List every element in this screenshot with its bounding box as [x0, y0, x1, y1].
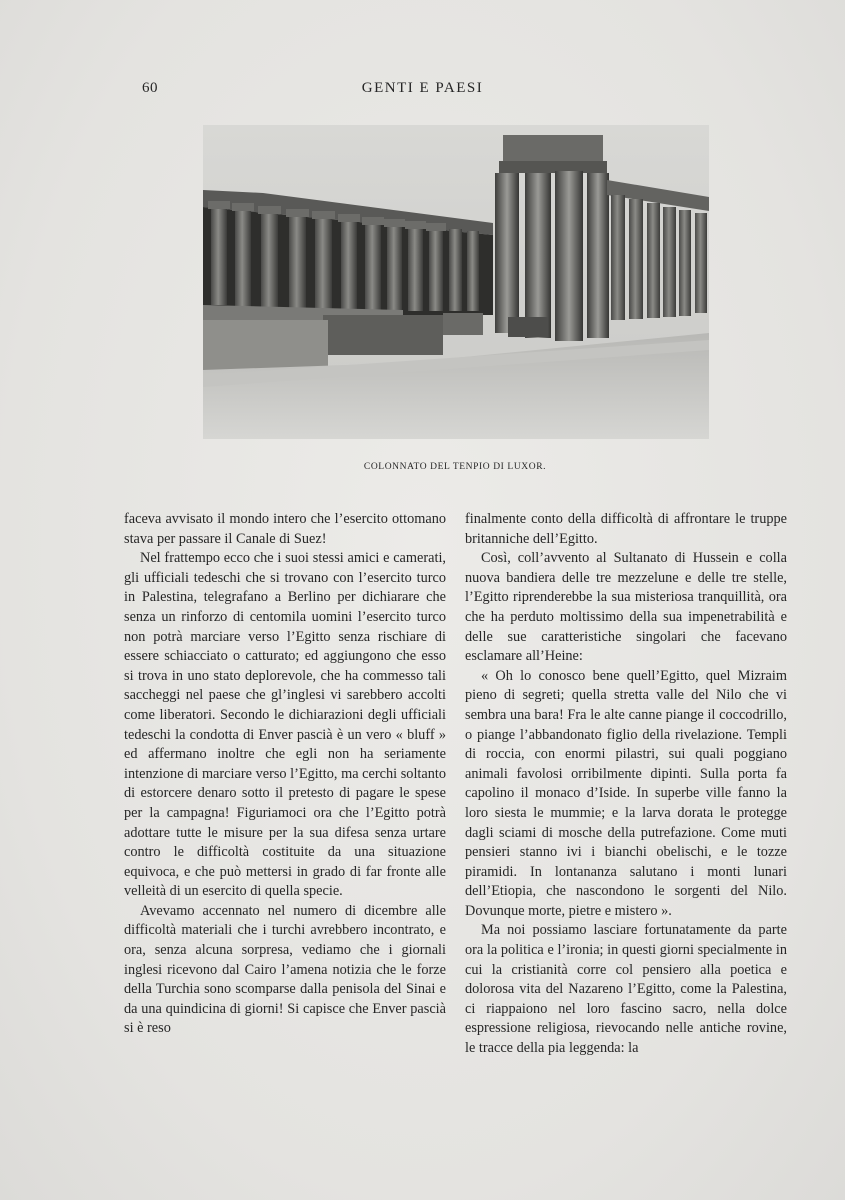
colonnade-illustration [203, 125, 709, 439]
heine-quotation: « Oh lo conosco bene quell’Egitto, quel Mizraim pieno di segreti; quella stretta valle del Nilo che vi sembra una bara! Fra le alte canne piange il coccodrillo, o piange l’abbandonato figlio della rivelazione. Templi di roccia, con enormi pilastri, sui quali poggiano animali favolosi orribilmente dipinti. Sulla porta fa capolino il monaco d’Iside. In superbe ville fanno la loro siesta le mummie; e la larva dorata le protegge dagli sciami di mosche della putrefazione. Come muti pensieri stanno ivi i bianchi obelischi, e le tozze piramidi. In lontananza salutano i monti lunari dell’Etiopia, che nascondono le sorgenti del Nilo. Dovunque morte, pietre e mistero ». [465, 667, 787, 919]
paragraph: faceva avvisato il mondo intero che l’esercito ottomano stava per passare il Canale di Suez! [124, 511, 446, 547]
luxor-colonnade-photo [203, 125, 709, 439]
paragraph: Nel frattempo ecco che i suoi stessi amici e camerati, gli ufficiali tedeschi che si trovano con l’esercito turco in Palestina, telegrafano a Berlino per dichiarare che senza un rinforzo di centomila uomini l’esercito turco non potrà marciare verso l’Egitto senza rischiare di essere schiacciato o catturato; ed aggiungono che esso si trova in uno stato deplorevole, che ha commesso tali saccheggi nel paese che gl’inglesi vi sarebbero accolti come liberatori. Secondo le dichiarazioni degli ufficiali tedeschi la condotta di Enver pascià è un vero « bluff » ed affermano inoltre che egli non ha seriamente intenzione di marciare verso l’Egitto, ma cerchi soltanto di estorcere denaro sotto il pretesto di pagare le spese per la campagna! Figuriamoci ora che l’Egitto potrà adottare tutte le misure per la sua difesa senza urtare contro le difficoltà costituite da una situazione equivoca, e che può mettersi in grado di far fronte alle velleità di un esercito di quella specie. [124, 550, 446, 900]
figure-caption: COLONNATO DEL TENPIO DI LUXOR. [363, 462, 547, 472]
right-text-column [465, 510, 787, 1059]
left-text-column [124, 510, 446, 1039]
paragraph: Così, coll’avvento al Sultanato di Hussein e colla nuova bandiera delle tre mezzelune e delle tre stelle, l’Egitto riprenderebbe la sua misteriosa tranquillità, ora che ha perduto moltissimo della sua impenetrabilità e delle sue caratteristiche singolari che facevano esclamare all’Heine: [465, 550, 787, 665]
paragraph: finalmente conto della difficoltà di affrontare le truppe britanniche dell’Egitto. [465, 511, 787, 547]
paragraph: Ma noi possiamo lasciare fortunatamente da parte ora la politica e l’ironia; in questi giorni specialmente in cui la cristianità corre col pensiero alla poetica e dolorosa vita del Nazareno l’Egitto, come la Palestina, ci riappaiono nel loro fascino sacro, nella dolce espressione religiosa, rievocando nelle antiche rovine, le tracce della pia leggenda: la [465, 922, 787, 1057]
page-number: 60 [142, 80, 158, 96]
running-title: GENTI E PAESI [361, 80, 484, 96]
paragraph: Avevamo accennato nel numero di dicembre alle difficoltà materiali che i turchi avrebbero incontrato, e ora, senza alcuna sorpresa, vediamo che i giornali inglesi ricevono dal Cairo l’amena notizia che le forze della Turchia sono scomparse dalla penisola del Sinai e da una quindicina di giorni! Si capisce che Enver pascià si è reso [124, 902, 446, 1037]
